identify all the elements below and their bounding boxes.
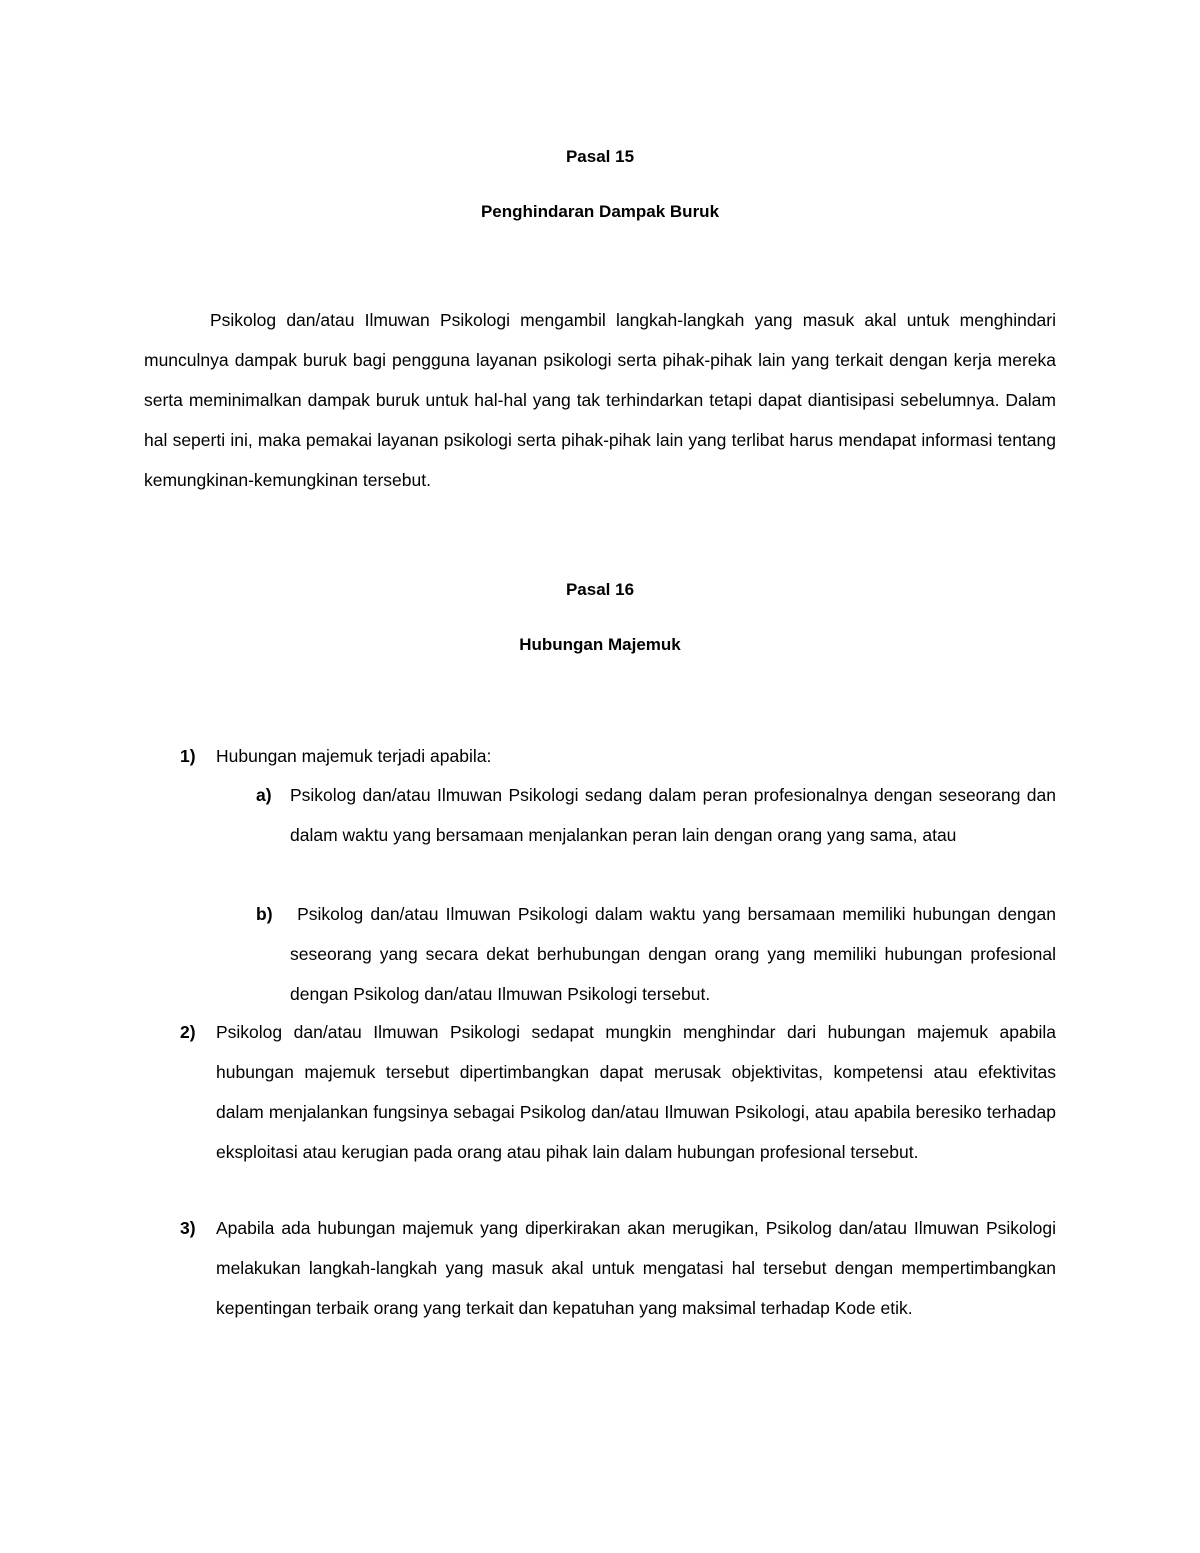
list-item-2-text: Psikolog dan/atau Ilmuwan Psikologi sedapat mungkin menghindar dari hubungan majemuk apabila hubungan majemuk tersebut dipertimbangkan dapat merusak objektivitas, kompetensi atau efektivitas dalam menjalankan fungsinya sebagai Psikolog dan/atau Ilmuwan Psikologi, atau apabila beresiko terhadap eksploitasi atau kerugian pada orang atau pihak lain dalam hubungan profesional tersebut. bbox=[216, 1022, 1056, 1162]
list-subitem-b-text: Psikolog dan/atau Ilmuwan Psikologi dalam waktu yang bersamaan memiliki hubungan dengan seseorang yang secara dekat berhubungan dengan orang yang memiliki hubungan profesional dengan Psikolog dan/atau Ilmuwan Psikologi tersebut. bbox=[290, 904, 1061, 1004]
pasal-15-body bbox=[144, 300, 1056, 500]
list-item-1-text: Hubungan majemuk terjadi apabila: bbox=[216, 746, 492, 766]
list-subitem-a-text: Psikolog dan/atau Ilmuwan Psikologi sedang dalam peran profesionalnya dengan seseorang dan dalam waktu yang bersamaan menjalankan peran lain dengan orang yang sama, atau bbox=[290, 785, 1056, 845]
list-item-2-marker: 2) bbox=[180, 1022, 196, 1042]
pasal-15-number: Pasal 15 bbox=[565, 147, 635, 166]
list-item-1-marker: 1) bbox=[180, 746, 196, 766]
list-subitem-a-marker: a) bbox=[256, 785, 272, 805]
pasal-16-number: Pasal 16 bbox=[565, 580, 635, 599]
list-item-3-marker: 3) bbox=[180, 1218, 196, 1238]
list-item-3-text: Apabila ada hubungan majemuk yang diperkirakan akan merugikan, Psikolog dan/atau Ilmuwan Psikologi melakukan langkah-langkah yang masuk akal untuk mengatasi hal tersebut dengan mempertimbangkan kepentingan terbaik orang yang terkait dan kepatuhan yang maksimal terhadap Kode etik. bbox=[216, 1218, 1056, 1318]
pasal-15-body-text: Psikolog dan/atau Ilmuwan Psikologi mengambil langkah-langkah yang masuk akal untuk menghindari munculnya dampak buruk bagi pengguna layanan psikologi serta pihak-pihak lain yang terkait dengan kerja mereka serta meminimalkan dampak buruk untuk hal-hal yang tak terhindarkan tetapi dapat diantisipasi sebelumnya. Dalam hal seperti ini, maka pemakai layanan psikologi serta pihak-pihak lain yang terlibat harus mendapat informasi tentang kemungkinan-kemungkinan tersebut. bbox=[144, 310, 1056, 490]
list-subitem-b-marker: b) bbox=[256, 904, 273, 924]
pasal-16-title: Hubungan Majemuk bbox=[519, 635, 681, 654]
pasal-15-title: Penghindaran Dampak Buruk bbox=[480, 202, 720, 221]
